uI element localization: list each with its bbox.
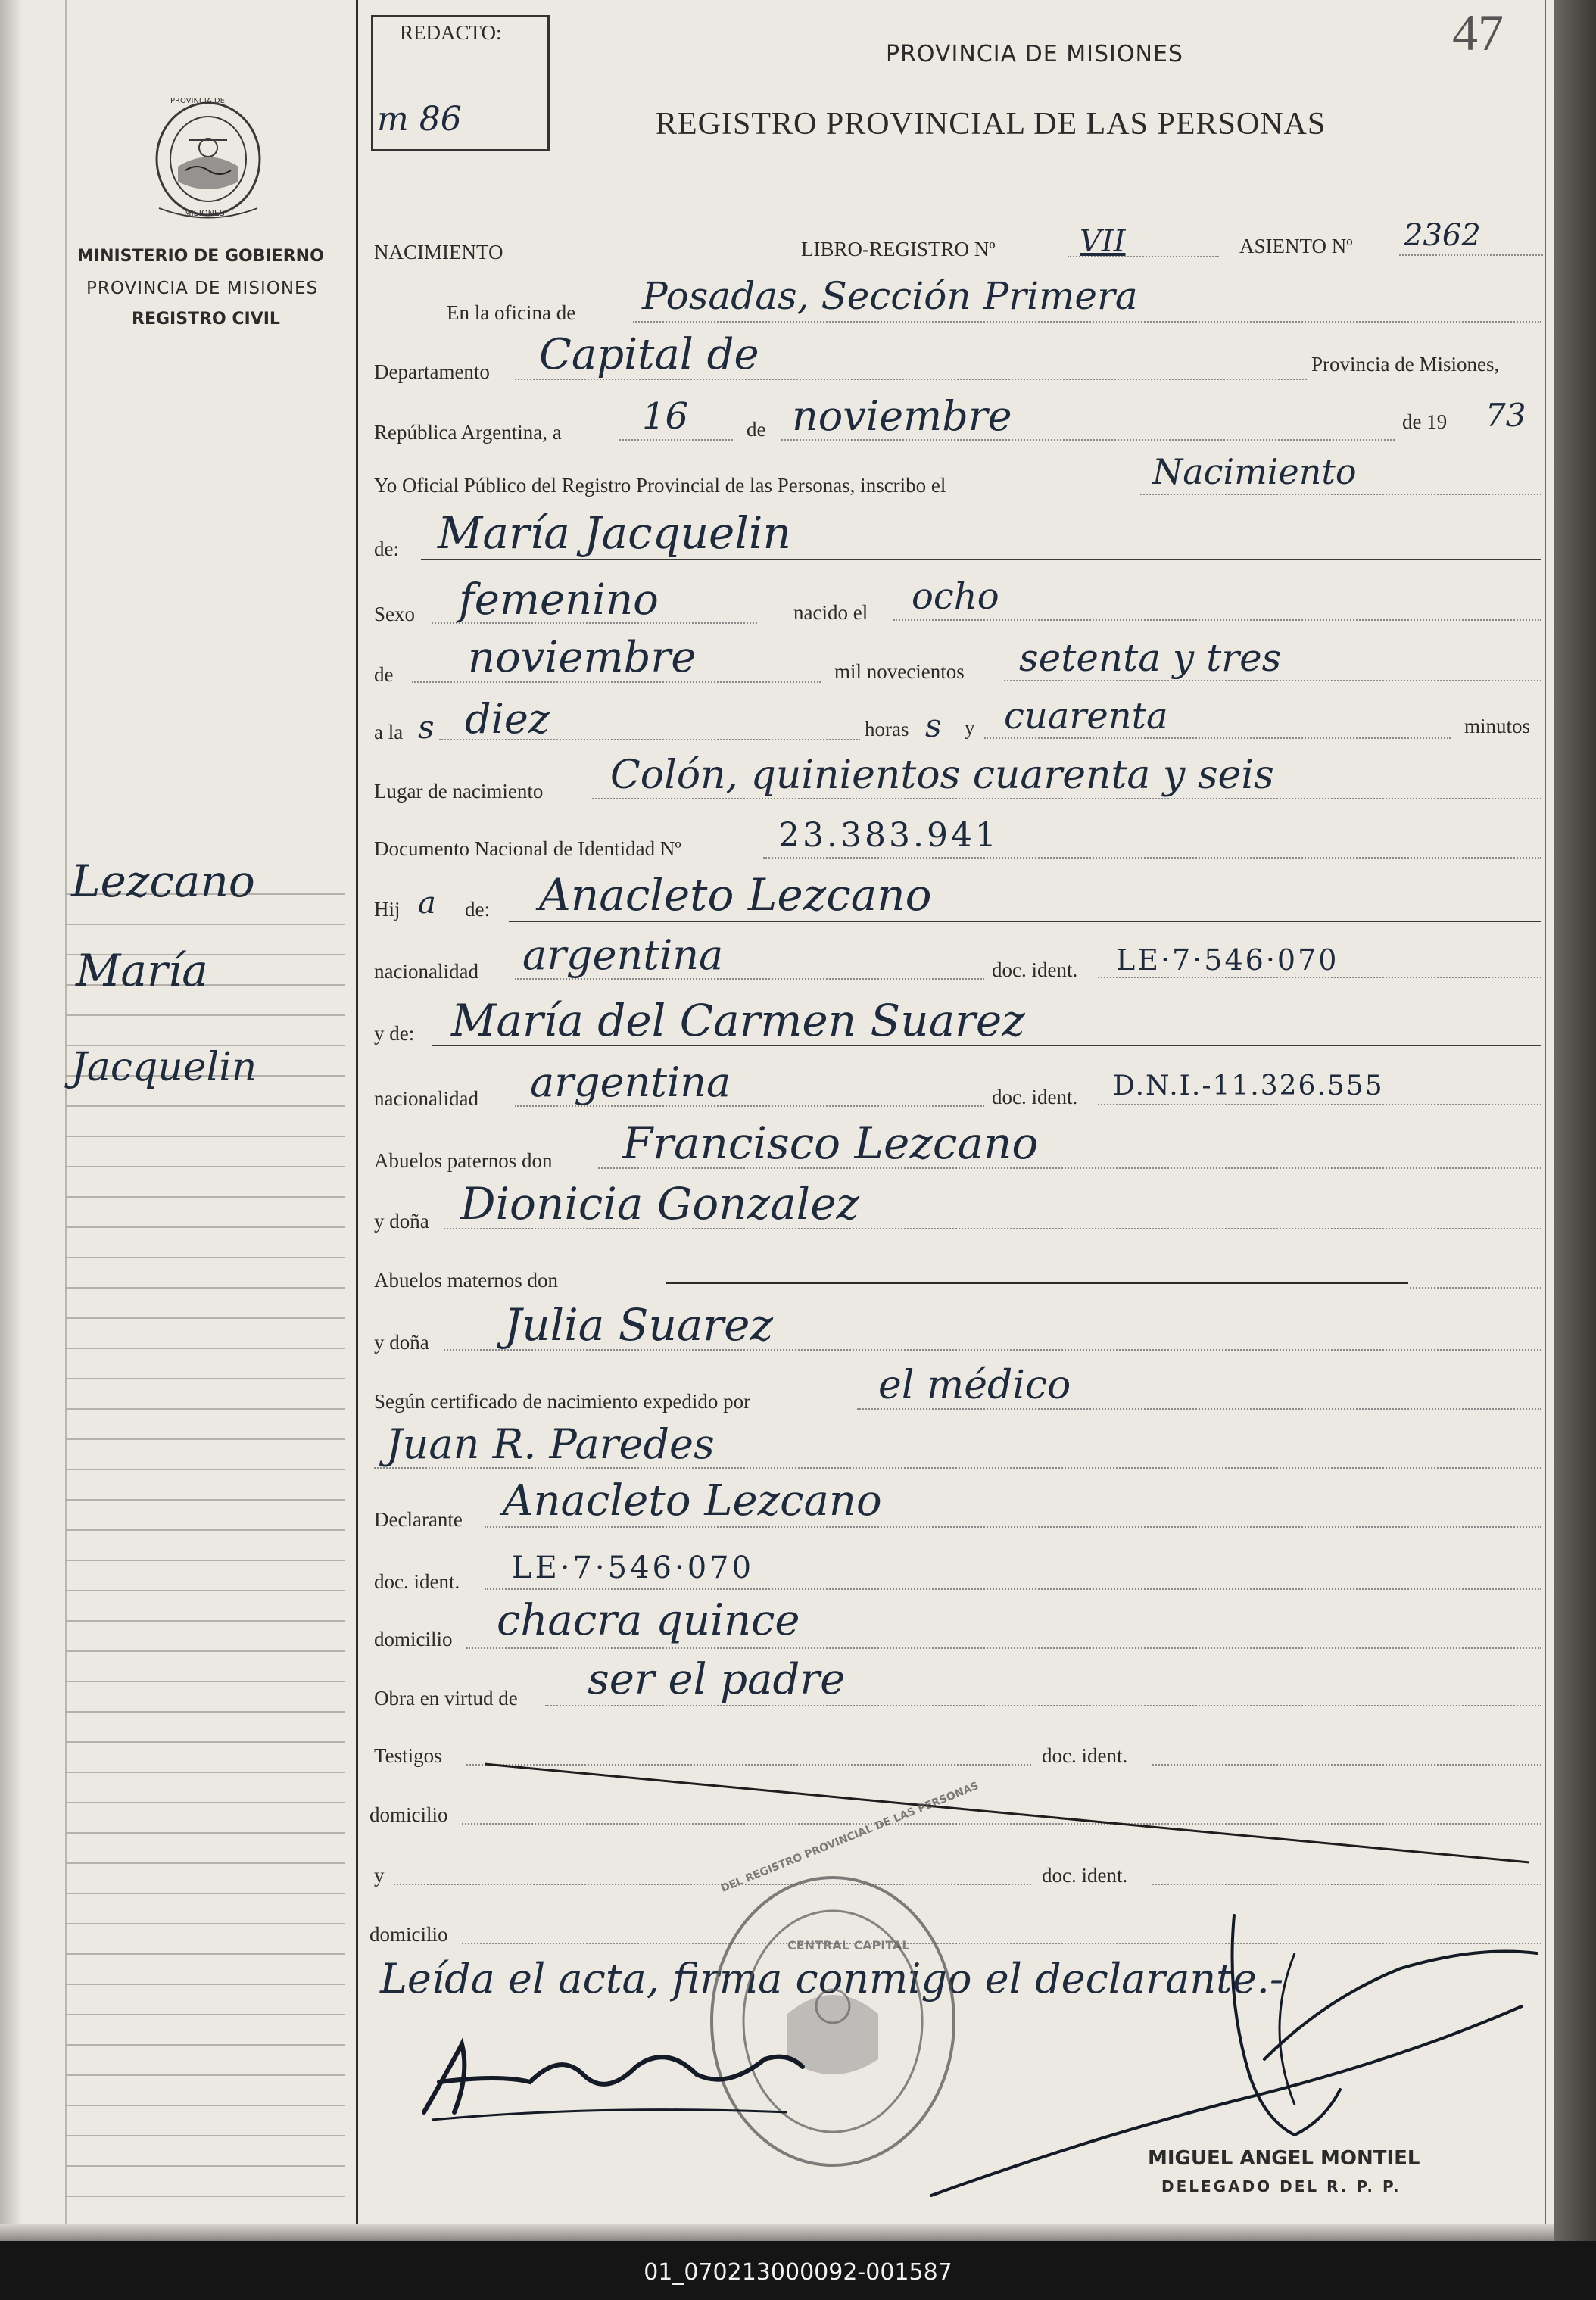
margin-rule	[65, 1136, 345, 1137]
margin-first-name: María	[76, 945, 208, 996]
oficina-label: En la oficina de	[447, 301, 576, 324]
header-title: REGISTRO PROVINCIAL DE LAS PERSONAS	[656, 107, 1326, 142]
margin-rule	[65, 1378, 345, 1379]
margin-rule	[65, 1711, 345, 1713]
declarante-doc-line	[485, 1588, 1541, 1590]
testigo2-y-label: y	[374, 1864, 385, 1887]
nacido-value: ocho	[912, 575, 999, 618]
closing-text: Leída el acta, firma conmigo el declarante.-	[380, 1955, 1284, 2002]
month-de-label: de	[747, 418, 766, 441]
page-edge	[1554, 0, 1596, 2241]
lugar-label: Lugar de nacimiento	[374, 780, 544, 803]
margin-rule	[65, 2105, 345, 2106]
declarante-doc-value: LE·7·546·070	[512, 1550, 755, 1585]
margin-rule	[65, 2135, 345, 2136]
oficina-value: Posadas, Sección Primera	[642, 274, 1138, 318]
testigo2-domicilio-label: domicilio	[369, 1923, 448, 1946]
lugar-line	[592, 798, 1541, 799]
binding-shadow	[0, 0, 23, 2241]
margin-rule	[65, 1438, 345, 1440]
abuela-paterna-value: Dionicia Gonzalez	[460, 1178, 860, 1229]
alas-suffix: s	[418, 709, 435, 746]
sexo-value: femenino	[459, 575, 659, 625]
mil-value: setenta y tres	[1019, 636, 1282, 680]
dni-line	[763, 857, 1541, 859]
header-province: PROVINCIA DE MISIONES	[886, 41, 1183, 67]
margin-rule	[65, 924, 345, 925]
dni-label: Documento Nacional de Identidad Nº	[374, 837, 681, 860]
domicilio-label: domicilio	[374, 1628, 453, 1650]
year-label: de 19	[1402, 410, 1448, 433]
margin-rule	[65, 1953, 345, 1955]
paper-bottom-edge	[0, 2224, 1554, 2241]
testigos-doc-label: doc. ident.	[1042, 1744, 1128, 1767]
provincia-suffix: Provincia de Misiones,	[1311, 353, 1500, 376]
minutos-label: minutos	[1464, 715, 1531, 737]
sidebar-registry: REGISTRO CIVIL	[132, 310, 280, 329]
horas-suffix: s	[925, 707, 942, 744]
obra-label: Obra en virtud de	[374, 1687, 518, 1709]
testigos-domicilio-label: domicilio	[369, 1803, 448, 1826]
lugar-value: Colón, quinientos cuarenta y seis	[610, 753, 1274, 798]
margin-rule	[65, 2074, 345, 2076]
abuelos-maternos-strike	[666, 1282, 1408, 1284]
testigos-label: Testigos	[374, 1744, 442, 1767]
certificado-line	[857, 1408, 1541, 1410]
margin-rule	[65, 1802, 345, 1803]
margin-rule	[65, 1741, 345, 1743]
margin-rule	[65, 1772, 345, 1773]
margin-rule	[65, 1226, 345, 1228]
right-column-rule	[1545, 0, 1546, 2241]
hij-de-label: de:	[465, 898, 490, 921]
mil-label: mil novecientos	[834, 660, 965, 683]
margin-rule	[65, 1317, 345, 1319]
abuelo-paterno-value: Francisco Lezcano	[622, 1117, 1039, 1169]
margin-rule	[65, 1469, 345, 1470]
oficial-text: Yo Oficial Público del Registro Provincial de las Personas, inscribo el	[374, 474, 946, 497]
abuela-materna-value: Julia Suarez	[504, 1299, 773, 1351]
seal-top-text: PROVINCIA DE	[170, 97, 225, 105]
departamento-value: Capital de	[539, 330, 759, 379]
year-value: 73	[1485, 397, 1526, 434]
margin-rule	[65, 1560, 345, 1561]
domicilio-line	[466, 1647, 1541, 1649]
margin-rule	[65, 1257, 345, 1258]
margin-rule	[65, 1862, 345, 1864]
left-margin-rule	[65, 0, 67, 2241]
abuelos-paternos-label: Abuelos paternos don	[374, 1149, 553, 1172]
day-value: 16	[642, 395, 689, 438]
name-line	[421, 559, 1541, 560]
declarante-line	[485, 1526, 1541, 1528]
margin-rule	[65, 1196, 345, 1198]
page-number: 47	[1452, 4, 1504, 61]
margin-rule	[65, 2044, 345, 2046]
padre-doc-line	[1098, 977, 1541, 978]
asiento-label: ASIENTO Nº	[1239, 235, 1353, 257]
name-de-label: de:	[374, 538, 399, 560]
madre-doc-label: doc. ident.	[992, 1086, 1078, 1108]
inscribo-line	[1140, 494, 1541, 495]
libro-label: LIBRO-REGISTRO Nº	[801, 238, 996, 260]
margin-rule	[65, 1620, 345, 1622]
obra-line	[545, 1705, 1541, 1706]
margin-rule	[65, 1348, 345, 1349]
abuela-paterna-label: y doña	[374, 1210, 429, 1233]
y-label: y	[965, 716, 975, 739]
margin-surname: Lezcano	[71, 855, 255, 907]
margin-rule	[65, 2196, 345, 2197]
child-name-value: María Jacquelin	[438, 507, 791, 559]
ministry-heading: MINISTERIO DE GOBIERNO	[77, 247, 324, 266]
minutos-value: cuarenta	[1004, 695, 1168, 737]
margin-rule	[65, 1014, 345, 1016]
declarante-value: Anacleto Lezcano	[503, 1476, 882, 1526]
official-title: DELEGADO DEL R. P. P.	[1161, 2177, 1401, 2196]
libro-value: VII	[1080, 224, 1126, 259]
obra-value: ser el padre	[588, 1655, 846, 1704]
certificado-value-2: Juan R. Paredes	[386, 1420, 715, 1468]
seal-bottom-text: MISIONES	[184, 208, 225, 218]
official-name: MIGUEL ANGEL MONTIEL	[1148, 2147, 1420, 2170]
certificado-value: el médico	[878, 1363, 1071, 1408]
madre-de-label: y de:	[374, 1022, 415, 1045]
alas-label: a la	[374, 721, 404, 743]
asiento-line	[1399, 254, 1543, 256]
departamento-label: Departamento	[374, 360, 490, 383]
month-value: noviembre	[792, 392, 1012, 440]
asiento-value: 2362	[1404, 218, 1481, 253]
margin-rule	[65, 1590, 345, 1591]
mes-value: noviembre	[468, 633, 697, 682]
stamp-ring-text: DEL REGISTRO PROVINCIAL DE LAS PERSONAS	[719, 1780, 981, 1895]
margin-middle-name: Jacquelin	[71, 1045, 257, 1090]
inscribo-value: Nacimiento	[1152, 451, 1357, 492]
record-type-label: NACIMIENTO	[374, 241, 503, 263]
abuelos-maternos-label: Abuelos maternos don	[374, 1269, 558, 1292]
horas-value: diez	[465, 695, 550, 743]
padre-nac-value: argentina	[522, 931, 724, 979]
redacto-label: REDACTO:	[400, 21, 502, 44]
nacido-label: nacido el	[793, 601, 868, 624]
margin-rule	[65, 1105, 345, 1107]
margin-rule	[65, 1499, 345, 1501]
stamp-inner-text: CENTRAL CAPITAL	[787, 1938, 910, 1953]
left-column-rule	[356, 0, 358, 2241]
witness-cancel-stroke	[469, 1756, 1545, 1870]
madre-nac-value: argentina	[530, 1058, 731, 1106]
madre-doc-value: D.N.I.-11.326.555	[1113, 1071, 1384, 1102]
margin-rule	[65, 1984, 345, 1985]
padre-value: Anacleto Lezcano	[539, 869, 932, 921]
day-line	[619, 439, 733, 441]
madre-nac-label: nacionalidad	[374, 1087, 478, 1110]
margin-rule	[65, 1166, 345, 1167]
redacto-initials: m 86	[377, 100, 462, 139]
margin-rule	[65, 1923, 345, 1924]
margin-rule	[65, 2165, 345, 2167]
declarante-doc-label: doc. ident.	[374, 1570, 460, 1593]
mil-line	[1004, 680, 1541, 681]
abuela-materna-label: y doña	[374, 1331, 429, 1354]
padre-nac-label: nacionalidad	[374, 960, 478, 983]
certificado-label: Según certificado de nacimiento expedido por	[374, 1390, 751, 1413]
republica-label: República Argentina, a	[374, 421, 562, 444]
abuelos-maternos-line	[1410, 1287, 1541, 1289]
margin-rule	[65, 1681, 345, 1682]
mes-label: de	[374, 663, 394, 686]
oficina-line	[633, 321, 1541, 323]
testigo2-doc-line	[1152, 1884, 1541, 1885]
hij-suffix: a	[418, 886, 436, 921]
dni-value: 23.383.941	[778, 816, 999, 855]
margin-rule	[65, 1650, 345, 1652]
declarante-label: Declarante	[374, 1508, 463, 1531]
margin-rule	[65, 1408, 345, 1410]
margin-rule	[65, 2014, 345, 2015]
margin-rule	[65, 1893, 345, 1894]
nacido-line	[893, 619, 1541, 621]
padre-line	[509, 921, 1541, 922]
hij-label: Hij	[374, 898, 401, 921]
sexo-label: Sexo	[374, 603, 415, 625]
padre-doc-label: doc. ident.	[992, 958, 1078, 981]
sidebar-province: PROVINCIA DE MISIONES	[86, 279, 319, 298]
declarant-signature	[409, 2029, 818, 2127]
image-id-caption: 01_070213000092-001587	[644, 2259, 952, 2286]
domicilio-value: chacra quince	[497, 1596, 800, 1645]
madre-doc-line	[1098, 1104, 1541, 1105]
padre-doc-value: LE·7·546·070	[1116, 943, 1339, 977]
margin-rule	[65, 1529, 345, 1531]
testigo2-doc-label: doc. ident.	[1042, 1864, 1128, 1887]
margin-rule	[65, 1287, 345, 1289]
horas-label: horas	[865, 718, 909, 740]
madre-value: María del Carmen Suarez	[451, 995, 1025, 1046]
margin-rule	[65, 1832, 345, 1834]
minutos-line	[984, 737, 1451, 739]
